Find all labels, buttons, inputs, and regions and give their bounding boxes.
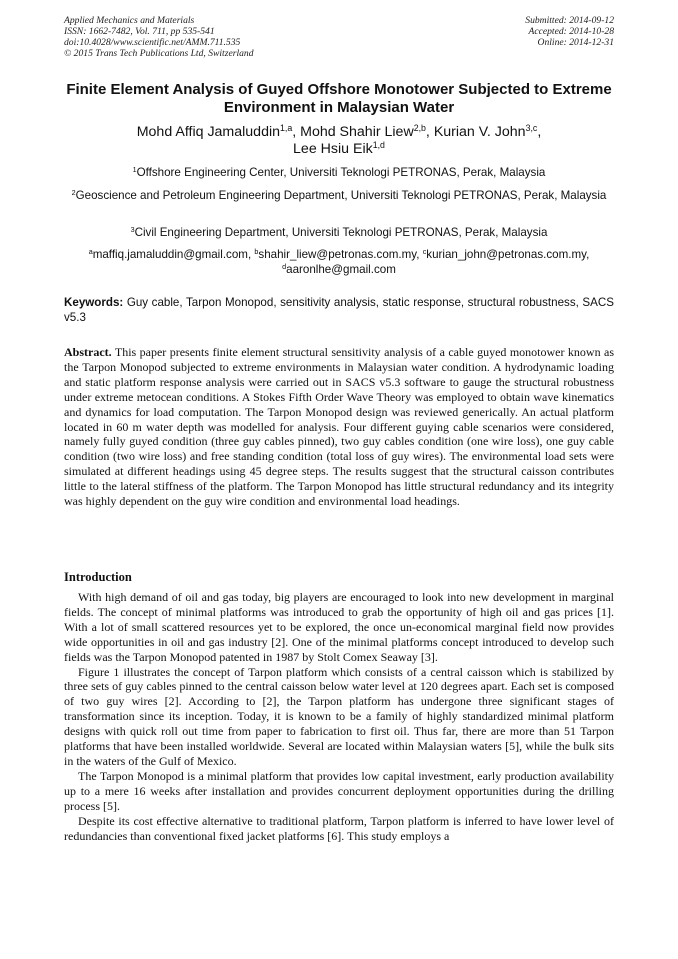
journal-name: Applied Mechanics and Materials [64, 15, 195, 26]
paragraph: The Tarpon Monopod is a minimal platform that provides low capital investment, early production availability up to a mere 16 weeks after installation and provides concurrent deployment opportunities during the drilling process [5]. [64, 768, 614, 813]
email-list: $^a$maffiq.jamaluddin@gmail.com, $^b$shahir_liew@petronas.com.my, $^c$kurian_john@petronas.com.my, $^d$aaronlhe@gmail.com [88, 247, 590, 276]
paper-title: Finite Element Analysis of Guyed Offshore Monotower Subjected to Extreme Environment in Malaysian Water [66, 81, 612, 116]
paragraph: Despite its cost effective alternative to traditional platform, Tarpon platform is inferred to have lower level of redundancies than conventional fixed jacket platforms [6]. This study employs a [64, 813, 614, 843]
affiliation-2: $^2$Geoscience and Petroleum Engineering Department, Universiti Teknologi PETRONAS, Perak, Malaysia [71, 188, 607, 202]
introduction-body [64, 590, 614, 843]
submitted-date: Submitted: 2014-09-12 [525, 15, 614, 26]
author-list [64, 124, 614, 158]
keywords [64, 296, 614, 325]
accepted-date: Accepted: 2014-10-28 [528, 26, 614, 37]
section-heading: Introduction [64, 570, 132, 584]
email: aaronlhe@gmail.com [286, 262, 396, 276]
abstract-label: Abstract. [64, 345, 112, 359]
email: kurian_john@petronas.com.my, [426, 248, 590, 261]
affiliation-3: $^3$Civil Engineering Department, Universiti Teknologi PETRONAS, Perak, Malaysia [130, 225, 548, 239]
abstract-text: This paper presents finite element structural sensitivity analysis of a cable guyed monotower known as the Tarpon Monopod subjected to extreme environments in Malaysian water condition. A hydrodynamic loading and static platform response analysis were carried out in SACS v5.3 software to gauge the structural robustness under extreme metocean conditions. A Stokes Fifth Order Wave Theory was employed to obtain wave kinematics and dynamics for load computation. The Tarpon Monopod design was reviewed generically. An actual platform located in 60 m water depth was modelled for analysis. Four different guying cable scenarios were considered, namely fully guyed condition (three guy cables pinned), two guy cables condition (one wire loss), one guy cable condition (two wire loss) and free standing condition (total loss of guy wires). The environmental load sets were simulated at different headings using 45 degree steps. The results suggest that the structural caisson contributes little to the lateral stiffness of the platform. The Tarpon Monopod has little structural redundancy and its integrity was highly dependent on the guy wire condition and environmental load headings. [64, 345, 614, 509]
paragraph: With high demand of oil and gas today, big players are encouraged to look into new development in marginal fields. The concept of minimal platforms was introduced to grab the opportunity of high oil and gas prices [1]. With a lot of small scattered resources yet to be explored, the once un-economical marginal field now provides wide opportunities in oil and gas industry [2]. One of the minimal platforms concept introduced to develop such fields was the Tarpon Monopod patented in 1987 by Stolt Comex Seaway [3]. [64, 590, 614, 664]
email: shahir_liew@petronas.com.my [258, 248, 417, 261]
keywords-label: Keywords: [64, 296, 124, 309]
abstract [64, 345, 614, 509]
paragraph: Figure 1 illustrates the concept of Tarpon platform which consists of a central caisson which is stabilized by three sets of guy cables pinned to the central caisson below water level at 120 degrees apart. Each set is composed of two guy wires [2]. According to [2], the Tarpon platform has undergone three significant stages of transformation since its inception. Today, it is known to be a family of highly standardized minimal platform designs with quick roll out time from paper to fabrication to first oil. Thus far, there are more than 51 Tarpon platforms that have been installed worldwide. Several are located within Malaysian waters [5], while the bulk sits in the waters of the Gulf of Mexico. [64, 664, 614, 768]
online-date: Online: 2014-12-31 [537, 37, 614, 48]
journal-issn: ISSN: 1662-7482, Vol. 711, pp 535-541 [64, 26, 215, 37]
author: Lee Hsiu Eik$^{1,d}$ [293, 140, 385, 157]
keywords-text: Guy cable, Tarpon Monopod, sensitivity analysis, static response, structural robustness, SACS v5.3 [64, 296, 614, 324]
affiliation-1: $^1$Offshore Engineering Center, Universiti Teknologi PETRONAS, Perak, Malaysia [132, 165, 546, 179]
journal-doi: doi:10.4028/www.scientific.net/AMM.711.535 [64, 37, 241, 48]
author: Mohd Shahir Liew$^{2,b}$, [300, 123, 434, 140]
publication-dates [525, 15, 614, 48]
email: maffiq.jamaluddin@gmail.com [92, 248, 248, 261]
journal-copyright: © 2015 Trans Tech Publications Ltd, Switzerland [64, 48, 254, 59]
journal-info [64, 15, 254, 59]
author: Mohd Affiq Jamaluddin$^{1,a}$, [136, 123, 301, 140]
author: Kurian V. John$^{3,c}$, [433, 123, 542, 140]
